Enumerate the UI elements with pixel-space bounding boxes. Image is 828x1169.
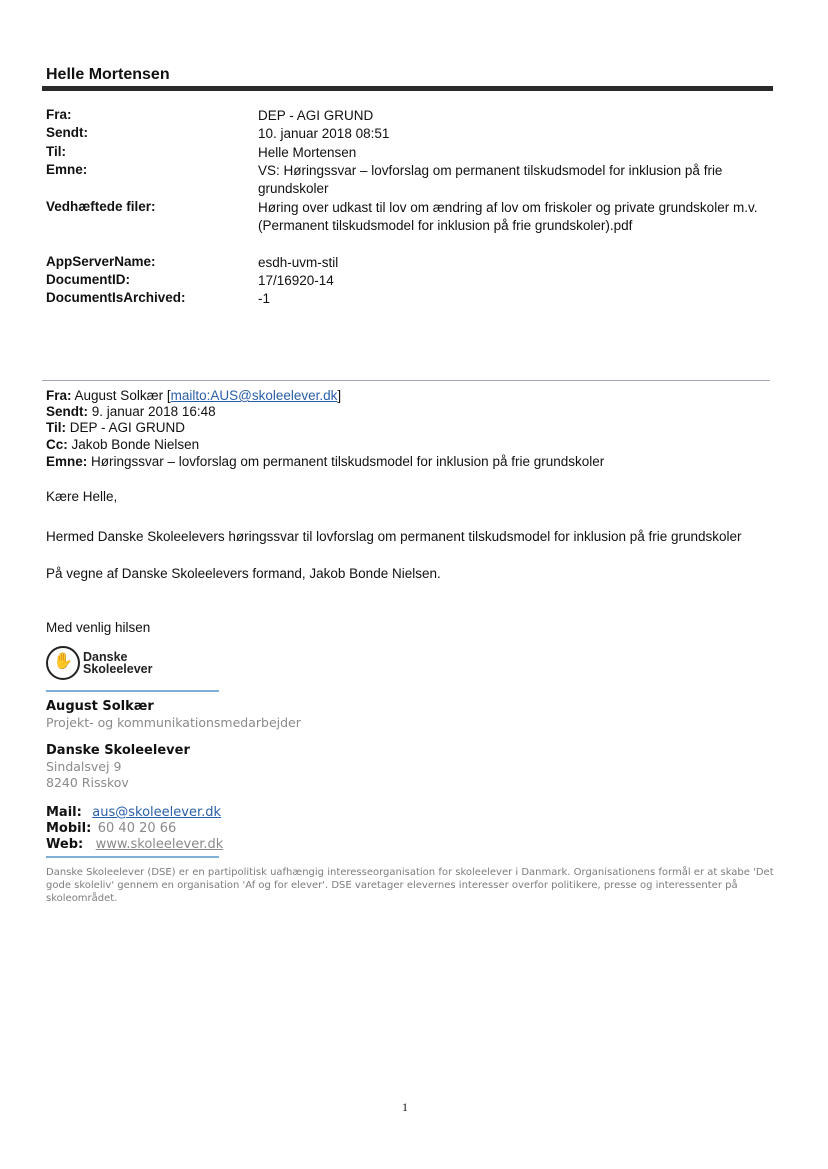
body-paragraph-2: På vegne af Danske Skoleelevers formand, Jakob Bonde Nielsen. xyxy=(46,566,441,581)
from-label: Fra: xyxy=(46,107,72,122)
sent-value: 10. januar 2018 08:51 xyxy=(258,126,390,141)
fwd-sent-label: Sendt: xyxy=(46,404,88,419)
fwd-from-label: Fra: xyxy=(46,388,72,403)
subject-label: Emne: xyxy=(46,162,88,177)
phone-label: Mobil: xyxy=(46,821,92,836)
organization-disclaimer: Danske Skoleelever (DSE) er en partipolitisk uafhængig interesseorganisation for skoleelever i Danmark. Organisationens formål er at skabe 'Det gode skoleliv' gennem en organisation 'Af og for elever'. DSE varetager elevernes interesser overfor politikere, presse og interessenter på skoleområdet. xyxy=(46,867,774,904)
to-label: Til: xyxy=(46,144,66,159)
fwd-to-value: DEP - AGI GRUND xyxy=(69,420,186,435)
page-number: 1 xyxy=(402,1100,408,1114)
fwd-cc-value: Jakob Bonde Nielsen xyxy=(71,437,200,452)
danske-skoleelever-logo xyxy=(46,646,186,684)
signature-street: Sindalsvej 9 xyxy=(46,759,122,774)
fwd-subject-value: Høringssvar – lovforslag om permanent tilskudsmodel for inklusion på frie grundskoler xyxy=(91,454,605,469)
appserver-value: esdh-uvm-stil xyxy=(258,255,339,270)
fwd-subject-label: Emne: xyxy=(46,454,88,469)
to-value: Helle Mortensen xyxy=(258,145,357,160)
signature-org: Danske Skoleelever xyxy=(46,743,190,758)
signature-city: 8240 Risskov xyxy=(46,775,129,790)
hand-icon: ✋ xyxy=(53,653,73,670)
fwd-to-label: Til: xyxy=(46,420,66,435)
subject-value: VS: Høringssvar – lovforslag om permanent tilskudsmodel for inklusion på frie grundskoler xyxy=(258,163,723,196)
fwd-sent-value: 9. januar 2018 16:48 xyxy=(91,404,216,419)
sent-label: Sendt: xyxy=(46,125,88,140)
closing: Med venlig hilsen xyxy=(46,620,151,635)
fwd-subject-line xyxy=(46,454,604,469)
fwd-from-line: Fra: August Solkær [mailto:AUS@skoleelever.dk] xyxy=(46,388,342,403)
header-divider xyxy=(42,86,773,91)
documentid-value: 17/16920-14 xyxy=(258,273,334,288)
logo-wordmark xyxy=(83,651,153,675)
mailbox-owner-name: Helle Mortensen xyxy=(46,66,170,83)
signature-divider-bottom xyxy=(46,856,219,858)
mail-label: Mail: xyxy=(46,805,82,820)
appserver-label: AppServerName: xyxy=(46,254,156,269)
fwd-to-line xyxy=(46,420,185,435)
web-label: Web: xyxy=(46,837,84,852)
web-line xyxy=(46,835,223,853)
logo-line-2: Skoleelever xyxy=(83,662,153,676)
from-value: DEP - AGI GRUND xyxy=(258,108,374,123)
phone-value: 60 40 20 66 xyxy=(97,821,177,836)
web-link[interactable]: www.skoleelever.dk xyxy=(95,837,224,852)
signature-title: Projekt- og kommunikationsmedarbejder xyxy=(46,715,301,730)
signature-name: August Solkær xyxy=(46,699,154,714)
fwd-cc-line xyxy=(46,437,199,452)
fwd-cc-label: Cc: xyxy=(46,437,68,452)
mail-link[interactable]: aus@skoleelever.dk xyxy=(92,805,222,820)
body-paragraph-1: Hermed Danske Skoleelevers høringssvar til lovforslag om permanent tilskudsmodel for inklusion på frie grundskoler xyxy=(46,529,742,544)
signature-divider-top xyxy=(46,690,219,692)
archived-value: -1 xyxy=(258,291,271,306)
greeting: Kære Helle, xyxy=(46,489,118,504)
archived-label: DocumentIsArchived: xyxy=(46,290,186,305)
fwd-mailto-link[interactable]: mailto:AUS@skoleelever.dk xyxy=(170,388,338,403)
logo-line-1: Danske xyxy=(83,650,128,664)
fwd-sent-line xyxy=(46,404,216,419)
forward-separator xyxy=(42,380,770,381)
fwd-from-name: August Solkær xyxy=(74,388,164,403)
attachment-file-link[interactable]: Høring over udkast til lov om ændring af lov om friskoler og private grundskoler m.v. (Permanent tilskudsmodel for inklusion på frie grundskoler).pdf xyxy=(258,200,758,233)
attachments-label: Vedhæftede filer: xyxy=(46,199,156,214)
documentid-label: DocumentID: xyxy=(46,272,130,287)
